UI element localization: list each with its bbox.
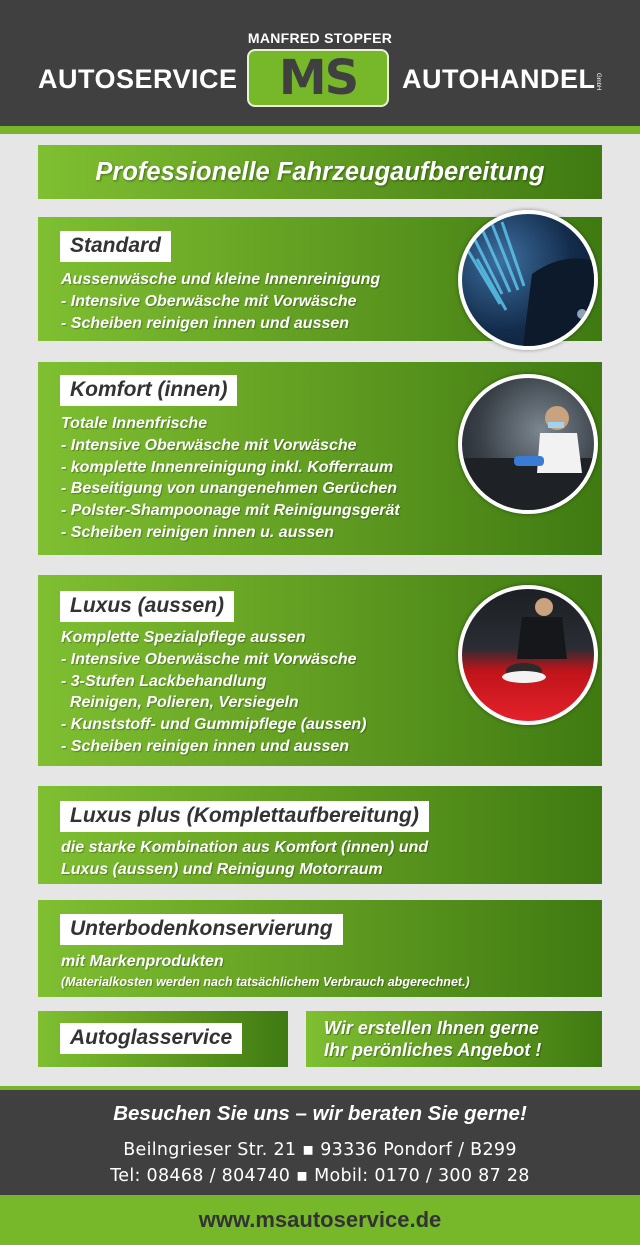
page-title: Professionelle Fahrzeugaufbereitung bbox=[95, 157, 545, 186]
detail-line: - 3-Stufen Lackbehandlung bbox=[61, 672, 267, 690]
header-autoservice: AUTOSERVICE bbox=[38, 64, 238, 94]
detail-line: - Scheiben reinigen innen und aussen bbox=[61, 737, 350, 755]
offer-text bbox=[324, 1017, 541, 1061]
owner-name: MANFRED STOPFER bbox=[247, 30, 393, 46]
detail-line: Totale Innenfrische bbox=[61, 415, 208, 432]
package-label: Standard bbox=[60, 231, 171, 262]
package-luxus-plus bbox=[38, 786, 602, 884]
autoglas-box bbox=[38, 1011, 288, 1067]
detail-line: Luxus (aussen) und Reinigung Motorraum bbox=[61, 860, 383, 878]
package-label: Luxus (aussen) bbox=[60, 591, 234, 622]
header-accent-strip bbox=[0, 126, 640, 134]
car-wash-photo bbox=[458, 210, 598, 350]
detail-line: Aussenwäsche und kleine Innenreinigung bbox=[61, 271, 381, 288]
polishing-photo bbox=[458, 585, 598, 725]
detail-line: - Intensive Oberwäsche mit Vorwäsche bbox=[61, 292, 357, 310]
package-label: Luxus plus (Komplettaufbereitung) bbox=[60, 801, 429, 832]
detail-line: - komplette Innenreinigung inkl. Kofferraum bbox=[61, 458, 394, 476]
footer-address: Beilngrieser Str. 21 ▪ 93336 Pondorf / B299 bbox=[123, 1140, 517, 1160]
interior-cleaning-photo bbox=[458, 374, 598, 514]
autoglas-label: Autoglasservice bbox=[60, 1023, 242, 1054]
detail-line: - Beseitigung von unangenehmen Gerüchen bbox=[61, 480, 398, 498]
package-details bbox=[61, 951, 592, 991]
offer-line: Wir erstellen Ihnen gerne bbox=[324, 1018, 539, 1038]
footer-slogan: Besuchen Sie uns – wir beraten Sie gerne! bbox=[113, 1102, 527, 1125]
package-label: Komfort (innen) bbox=[60, 375, 237, 406]
footer-phones: Tel: 08468 / 804740 ▪ Mobil: 0170 / 300 87 28 bbox=[110, 1166, 530, 1186]
logo-text: MS bbox=[278, 50, 358, 106]
offer-line: Ihr perönliches Angebot ! bbox=[324, 1040, 542, 1060]
detail-line: mit Markenprodukten bbox=[61, 953, 224, 970]
detail-line: - Polster-Shampoonage mit Reinigungsgerät bbox=[61, 502, 400, 520]
detail-line: - Intensive Oberwäsche mit Vorwäsche bbox=[61, 436, 357, 454]
page-title-banner bbox=[38, 145, 602, 199]
detail-line: - Scheiben reinigen innen u. aussen bbox=[61, 523, 334, 541]
detail-line: - Kunststoff- und Gummipflege (aussen) bbox=[61, 716, 367, 734]
material-cost-note: (Materialkosten werden nach tatsächlichem Verbrauch abgerechnet.) bbox=[61, 974, 470, 989]
detail-line: Komplette Spezialpflege aussen bbox=[61, 629, 306, 646]
website-link[interactable]: www.msautoservice.de bbox=[198, 1207, 442, 1232]
detail-line: die starke Kombination aus Komfort (innen) und bbox=[61, 839, 429, 856]
header-autohandel: AUTOHANDEL bbox=[402, 64, 596, 94]
detail-line: - Intensive Oberwäsche mit Vorwäsche bbox=[61, 650, 357, 668]
package-label: Unterbodenkonservierung bbox=[60, 914, 343, 945]
ms-logo bbox=[247, 49, 389, 107]
offer-box bbox=[306, 1011, 602, 1067]
package-details bbox=[61, 837, 592, 881]
package-unterboden bbox=[38, 900, 602, 997]
detail-line: - Scheiben reinigen innen und aussen bbox=[61, 314, 350, 332]
detail-line: Reinigen, Polieren, Versiegeln bbox=[61, 694, 299, 712]
website-bar bbox=[0, 1195, 640, 1245]
footer bbox=[0, 1086, 640, 1195]
header bbox=[0, 0, 640, 126]
company-suffix: GmbH bbox=[595, 73, 601, 91]
